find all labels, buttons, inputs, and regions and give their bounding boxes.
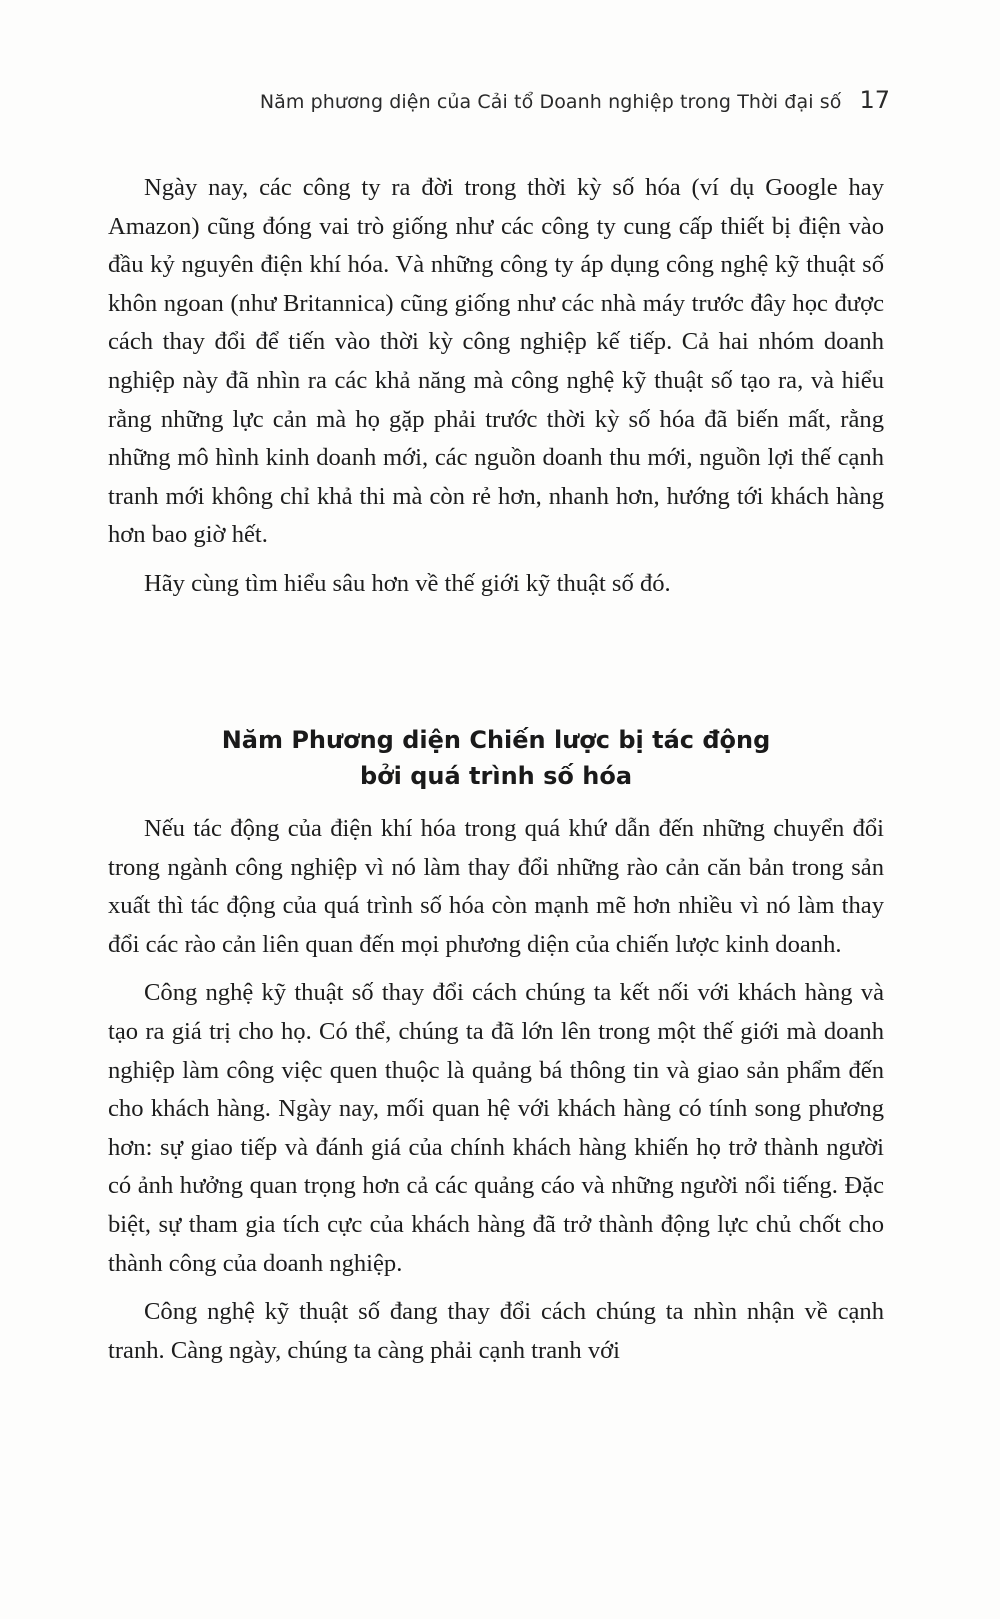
section-text-block bbox=[108, 810, 884, 1370]
section-heading bbox=[108, 722, 884, 794]
running-header bbox=[110, 86, 890, 126]
page-number: 17 bbox=[859, 86, 890, 114]
paragraph: Nếu tác động của điện khí hóa trong quá khứ dẫn đến những chuyển đổi trong ngành công nghiệp vì nó làm thay đổi những rào cản căn bản trong sản xuất thì tác động của quá trình số hóa còn mạnh mẽ hơn nhiều vì nó làm thay đổi các rào cản liên quan đến mọi phương diện của chiến lược kinh doanh. bbox=[108, 815, 884, 958]
paragraph: Hãy cùng tìm hiểu sâu hơn về thế giới kỹ thuật số đó. bbox=[144, 569, 671, 597]
intro-text-block bbox=[108, 169, 884, 604]
running-title: Năm phương diện của Cải tổ Doanh nghiệp trong Thời đại số bbox=[259, 91, 842, 113]
paragraph: Ngày nay, các công ty ra đời trong thời kỳ số hóa (ví dụ Google hay Amazon) cũng đóng vai trò giống như các công ty cung cấp thiết bị điện vào đầu kỷ nguyên điện khí hóa. Và những công ty áp dụng công nghệ kỹ thuật số khôn ngoan (như Britannica) cũng giống như các nhà máy trước đây học được cách thay đổi để tiến vào thời kỳ công nghiệp kế tiếp. Cả hai nhóm doanh nghiệp này đã nhìn ra các khả năng mà công nghệ kỹ thuật số tạo ra, và hiểu rằng những lực cản mà họ gặp phải trước thời kỳ số hóa đã biến mất, rằng những mô hình kinh doanh mới, các nguồn doanh thu mới, nguồn lợi thế cạnh tranh mới không chỉ khả thi mà còn rẻ hơn, nhanh hơn, hướng tới khách hàng hơn bao giờ hết. bbox=[108, 174, 884, 549]
paragraph: Công nghệ kỹ thuật số thay đổi cách chúng ta kết nối với khách hàng và tạo ra giá trị cho họ. Có thể, chúng ta đã lớn lên trong một thế giới mà doanh nghiệp làm công việc quen thuộc là quảng bá thông tin và giao sản phẩm đến cho khách hàng. Ngày nay, mối quan hệ với khách hàng có tính song phương hơn: sự giao tiếp và đánh giá của chính khách hàng khiến họ trở thành người có ảnh hưởng quan trọng hơn cả các quảng cáo và những người nổi tiếng. Đặc biệt, sự tham gia tích cực của khách hàng đã trở thành động lực chủ chốt cho thành công của doanh nghiệp. bbox=[108, 979, 884, 1277]
paragraph: Công nghệ kỹ thuật số đang thay đổi cách chúng ta nhìn nhận về cạnh tranh. Càng ngày, chúng ta càng phải cạnh tranh với bbox=[108, 1298, 884, 1364]
section-heading-line: bởi quá trình số hóa bbox=[359, 762, 633, 790]
section-heading-line: Năm Phương diện Chiến lược bị tác động bbox=[221, 726, 771, 754]
